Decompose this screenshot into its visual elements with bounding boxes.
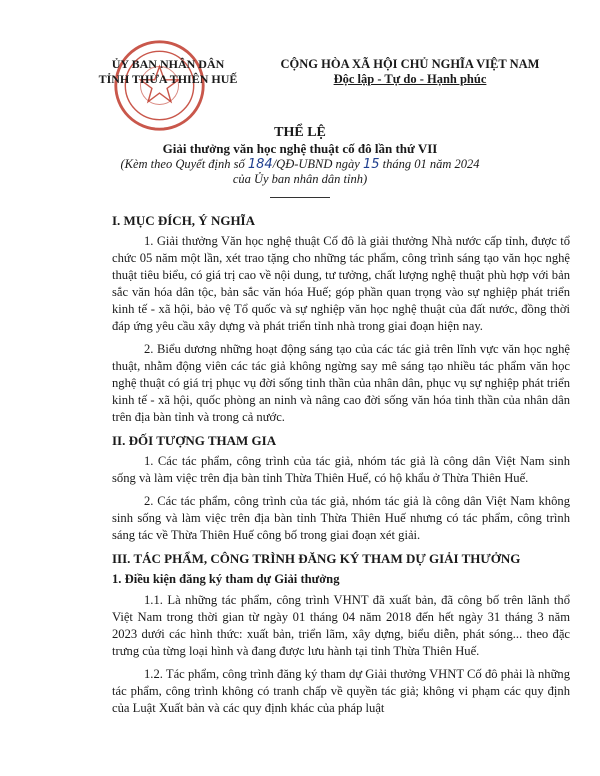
attachment-line-2: của Ủy ban nhân dân tỉnh): [232, 172, 368, 186]
decision-number: 184: [247, 157, 273, 172]
decision-day: 15: [362, 157, 380, 172]
attachment-prefix: (Kèm theo Quyết định số: [120, 157, 248, 171]
section-1-heading: I. MỤC ĐÍCH, Ý NGHĨA: [112, 213, 255, 228]
section-3-paragraph-1-2: 1.2. Tác phẩm, công trình đăng ký tham dự Giải thưởng VHNT Cố đô phải là những tác phẩm, công trình không có tranh chấp về quyền tác giả; không vi phạm các quy định của Luật Xuất bản và các quy định khác của pháp luật: [112, 667, 570, 715]
title-divider: [270, 197, 330, 198]
section-3-paragraph-1-1: 1.1. Là những tác phẩm, công trình VHNT đã xuất bản, đã công bố trên lãnh thổ Việt Nam trong thời gian từ ngày 01 tháng 04 năm 2018 đến hết ngày 31 tháng 3 năm 2023 dưới các hình thức: xuất bản, triển lãm, xây dựng, biểu diễn, phát sóng... theo đặc trưng của từng loại hình và đang được lưu hành tại tỉnh Thừa Thiên Huế.: [112, 593, 570, 658]
national-motto: Độc lập - Tự do - Hạnh phúc: [333, 72, 487, 86]
issuer-header: [98, 57, 238, 87]
document-title-block: [40, 125, 560, 187]
national-header: [250, 57, 570, 87]
section-1-paragraph-1: 1. Giải thưởng Văn học nghệ thuật Cố đô là giải thưởng Nhà nước cấp tỉnh, được tổ chức 05 năm một lần, xét trao tặng cho những tác phẩm, công trình sáng tạo văn học nghệ thuật tiêu biểu, có giá trị cao về nội dung, tư tưởng, chất lượng nghệ thuật phù hợp với bản sắc văn hóa dân tộc, bản sắc văn hóa Huế; góp phần quan trọng vào sự nghiệp phát triển kinh tế - xã hội, bảo vệ Tổ quốc và sự nghiệp văn học nghệ thuật của đất nước, đồng thời đáp ứng yêu cầu xây dựng và phát triển tỉnh nhà trong giai đoạn hiện nay.: [112, 234, 570, 333]
section-3-heading: III. TÁC PHẨM, CÔNG TRÌNH ĐĂNG KÝ THAM DỰ GIẢI THƯỞNG: [112, 551, 521, 566]
document-title: THỂ LỆ: [274, 125, 326, 140]
document-body: [112, 206, 570, 723]
section-2-heading: II. ĐỐI TƯỢNG THAM GIA: [112, 433, 277, 448]
section-2-paragraph-1: 1. Các tác phẩm, công trình của tác giả, nhóm tác giả là công dân Việt Nam sinh sống và làm việc trên địa bàn tỉnh Thừa Thiên Huế, có hộ khẩu ở Thừa Thiên Huế.: [112, 454, 570, 485]
issuer-line-1: ỦY BAN NHÂN DÂN: [111, 57, 225, 71]
section-3-subheading-1: 1. Điều kiện đăng ký tham dự Giải thưởng: [112, 572, 340, 586]
attachment-note: [40, 157, 560, 172]
section-2-paragraph-2: 2. Các tác phẩm, công trình của tác giả, nhóm tác giả là công dân Việt Nam không sinh sống và làm việc trên địa bàn tỉnh Thừa Thiên Huế nhưng có tác phẩm, công trình sáng tác về Thừa Thiên Huế công bố trong giai đoạn xét giải.: [112, 494, 570, 542]
section-1-paragraph-2: 2. Biểu dương những hoạt động sáng tạo của các tác giả trên lĩnh vực văn học nghệ thuật, nhằm động viên các tác giả không ngừng say mê sáng tạo nhiều tác phẩm văn học nghệ thuật có giá trị phục vụ đời sống tinh thần của nhân dân, phục vụ sự nghiệp phát triển kinh tế - xã hội, quốc phòng an ninh và nâng cao đời sống văn hóa tinh thần của nhân dân trên địa bàn tỉnh và trong cả nước.: [112, 342, 570, 424]
document-subtitle: Giải thưởng văn học nghệ thuật cố đô lần thứ VII: [162, 141, 438, 156]
attachment-post: tháng 01 năm 2024: [379, 157, 480, 171]
attachment-mid: /QĐ-UBND ngày: [272, 157, 363, 171]
issuer-line-2: TỈNH THỪA THIÊN HUẾ: [98, 72, 238, 86]
nation-name: CỘNG HÒA XÃ HỘI CHỦ NGHĨA VIỆT NAM: [280, 57, 540, 71]
